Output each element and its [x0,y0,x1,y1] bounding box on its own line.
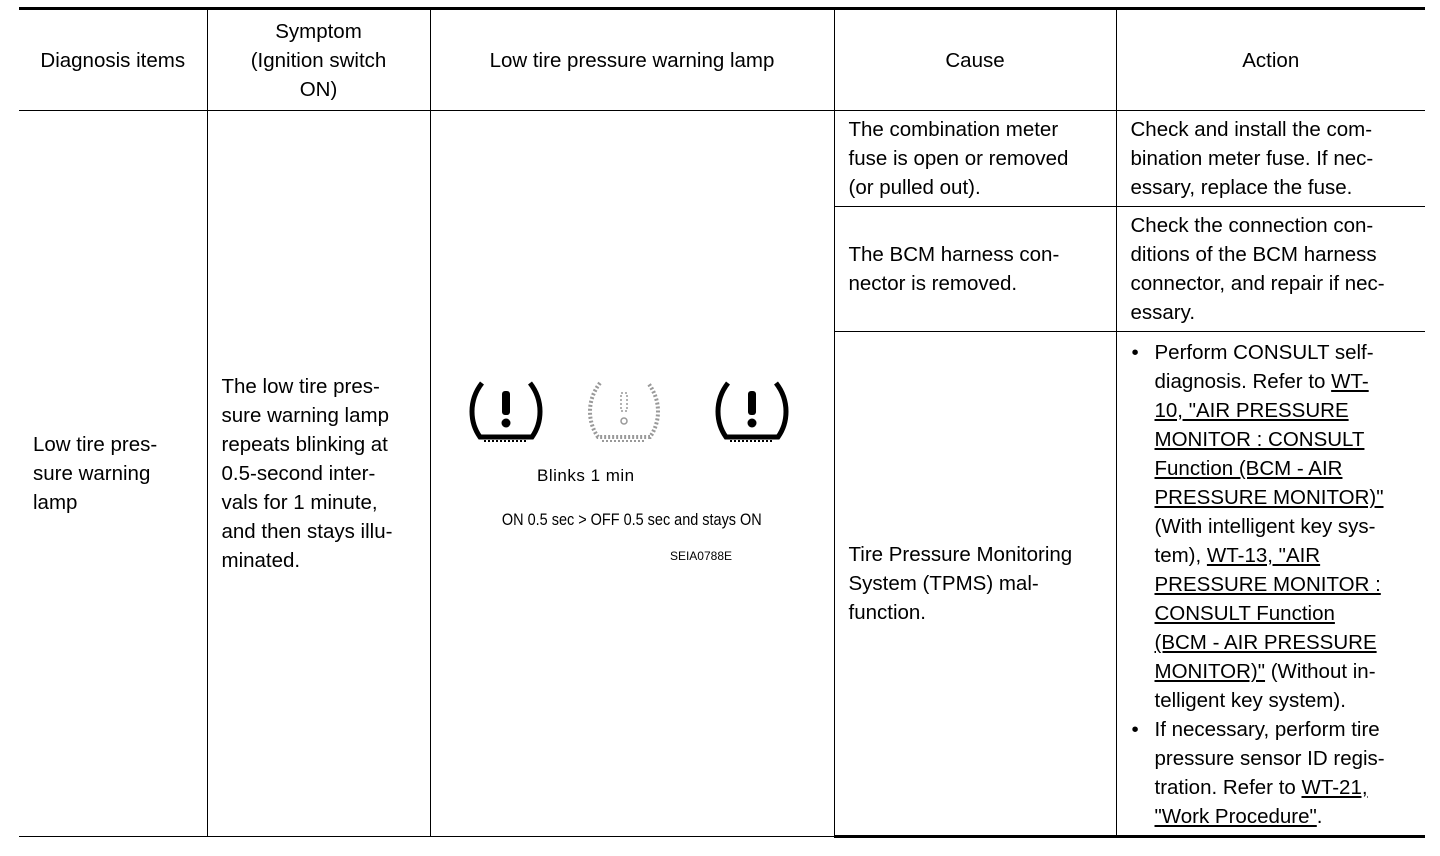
figure-code: SEIA0788E [669,548,732,563]
header-diagnosis-items: Diagnosis items [19,9,207,111]
link-wt-21[interactable]: WT-21, "Work Procedure" [1154,776,1368,828]
cause-cell: The BCM harness con- nector is removed. [834,207,1116,332]
symptom-cell: The low tire pres- sure warning lamp repeats blinking at 0.5-second inter- vals for 1 minute, and then stays illu- minated. [207,111,430,837]
header-lamp: Low tire pressure warning lamp [430,9,834,111]
table-row [19,111,1425,207]
header-symptom: Symptom (Ignition switch ON) [207,9,430,111]
diagnosis-cell: Low tire pres- sure warning lamp [19,111,207,837]
lamp-figure-cell [430,111,834,837]
blink-sequence-label: ON 0.5 sec > OFF 0.5 sec and stays ON [502,509,762,529]
action-cell [1116,332,1425,837]
action-bullet [1155,338,1412,715]
action-cell: Check the connection con- ditions of the BCM harness connector, and repair if nec- essary. [1116,207,1425,332]
blink-label: Blinks 1 min [537,465,635,485]
diagnosis-table [19,7,1425,838]
link-wt-10[interactable]: WT- 10, "AIR PRESSURE MONITOR : CONSULT Function (BCM - AIR PRESSURE MONITOR)" [1154,370,1384,509]
action-cell: Check and install the com- bination meter fuse. If nec- essary, replace the fuse. [1116,111,1425,207]
action-text: (Without in- telligent key system). [1154,660,1376,712]
action-text: . [1316,805,1323,828]
cause-cell: The combination meter fuse is open or removed (or pulled out). [834,111,1116,207]
action-text: (With intelligent key sys- tem), [1154,515,1376,567]
tire-warning-icon-on [472,383,540,441]
action-bullet-list [1131,338,1412,831]
header-action: Action [1116,9,1425,111]
tire-warning-icon-on [718,383,786,441]
action-text: Perform CONSULT self- diagnosis. Refer to [1154,341,1374,393]
tire-warning-icon-off [590,383,658,441]
header-cause: Cause [834,9,1116,111]
tire-warning-icons [462,377,802,447]
cause-cell: Tire Pressure Monitoring System (TPMS) mal- function. [834,332,1116,837]
lamp-figure [462,377,802,571]
action-bullet [1155,715,1412,831]
action-text: If necessary, perform tire pressure sensor ID regis- tration. Refer to [1154,718,1385,799]
link-wt-13[interactable]: WT-13, "AIR PRESSURE MONITOR : CONSULT Function (BCM - AIR PRESSURE MONITOR)" [1154,544,1381,683]
table-header-row [19,9,1425,111]
